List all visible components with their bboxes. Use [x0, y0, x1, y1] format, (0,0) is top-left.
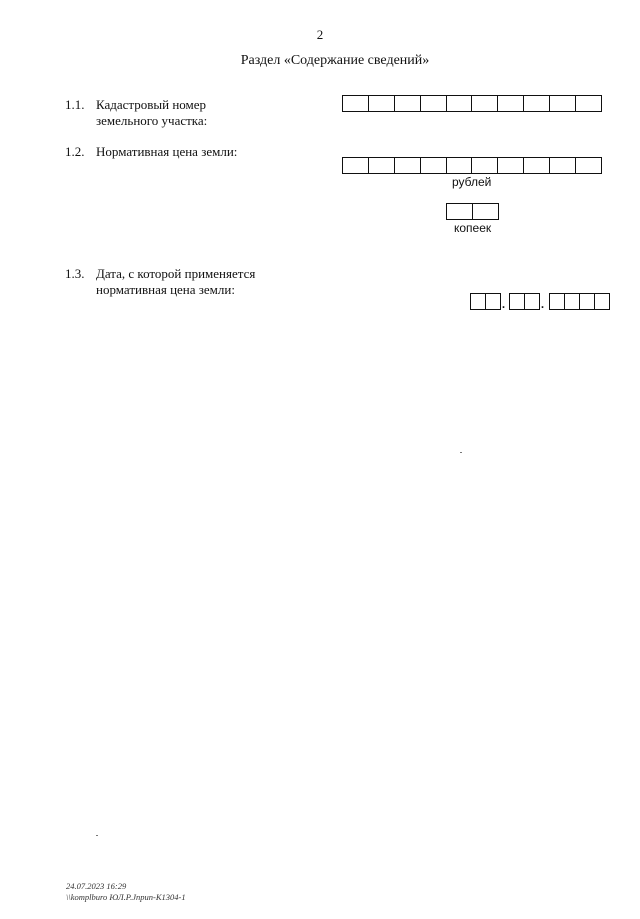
date-month-boxes[interactable] — [509, 293, 540, 310]
rubles-cell[interactable] — [550, 158, 576, 174]
date-day-cell[interactable] — [471, 294, 486, 310]
kopecks-boxes[interactable] — [446, 203, 499, 220]
cadastral-cell[interactable] — [395, 96, 421, 112]
rubles-boxes[interactable] — [342, 157, 602, 174]
rubles-unit-label: рублей — [452, 175, 492, 189]
rubles-cell[interactable] — [498, 158, 524, 174]
rubles-cell[interactable] — [447, 158, 473, 174]
section-title: Раздел «Содержание сведений» — [240, 53, 430, 68]
date-year-cell[interactable] — [595, 294, 610, 310]
cadastral-cell[interactable] — [524, 96, 550, 112]
rubles-cell[interactable] — [421, 158, 447, 174]
cadastral-cell[interactable] — [421, 96, 447, 112]
page-number: 2 — [316, 27, 324, 42]
cadastral-cell[interactable] — [447, 96, 473, 112]
scan-speck — [96, 835, 98, 836]
date-separator: . — [541, 297, 544, 311]
date-year-cell[interactable] — [565, 294, 580, 310]
cadastral-cell[interactable] — [472, 96, 498, 112]
rubles-cell[interactable] — [395, 158, 421, 174]
date-year-cell[interactable] — [550, 294, 565, 310]
item-1-3-label-line1: Дата, с которой применяется — [96, 266, 256, 281]
date-day-boxes[interactable] — [470, 293, 501, 310]
kopecks-cell[interactable] — [447, 204, 473, 220]
item-1-1-label-line1: Кадастровый номер — [96, 97, 207, 112]
rubles-cell[interactable] — [343, 158, 369, 174]
date-year-cell[interactable] — [580, 294, 595, 310]
scan-speck — [460, 452, 462, 453]
cadastral-number-boxes[interactable] — [342, 95, 602, 112]
rubles-cell[interactable] — [576, 158, 602, 174]
kopecks-cell[interactable] — [473, 204, 499, 220]
item-1-2-label-line1: Нормативная цена земли: — [96, 144, 238, 159]
rubles-cell[interactable] — [524, 158, 550, 174]
date-month-cell[interactable] — [510, 294, 525, 310]
item-1-2-number: 1.2. — [65, 144, 85, 159]
date-separator: . — [502, 297, 505, 311]
cadastral-cell[interactable] — [550, 96, 576, 112]
item-1-2-label — [96, 144, 237, 160]
date-day-cell[interactable] — [486, 294, 501, 310]
kopecks-unit-label: копеек — [454, 221, 492, 235]
footer-timestamp: 24.07.2023 16:29 — [66, 881, 127, 891]
item-1-1-label — [96, 97, 207, 129]
item-1-3-label-line2: нормативная цена земли: — [96, 282, 235, 297]
item-1-3-label — [96, 266, 255, 298]
cadastral-cell[interactable] — [498, 96, 524, 112]
item-1-3-number: 1.3. — [65, 266, 85, 281]
cadastral-cell[interactable] — [369, 96, 395, 112]
rubles-cell[interactable] — [369, 158, 395, 174]
item-1-1-number: 1.1. — [65, 97, 85, 112]
rubles-cell[interactable] — [472, 158, 498, 174]
cadastral-cell[interactable] — [576, 96, 602, 112]
cadastral-cell[interactable] — [343, 96, 369, 112]
item-1-1-label-line2: земельного участка: — [96, 113, 208, 128]
footer-file-path: \\komplburo ЮЛ.Р.Jnpun-K1304-1 — [66, 892, 186, 902]
date-month-cell[interactable] — [525, 294, 540, 310]
date-year-boxes[interactable] — [549, 293, 610, 310]
